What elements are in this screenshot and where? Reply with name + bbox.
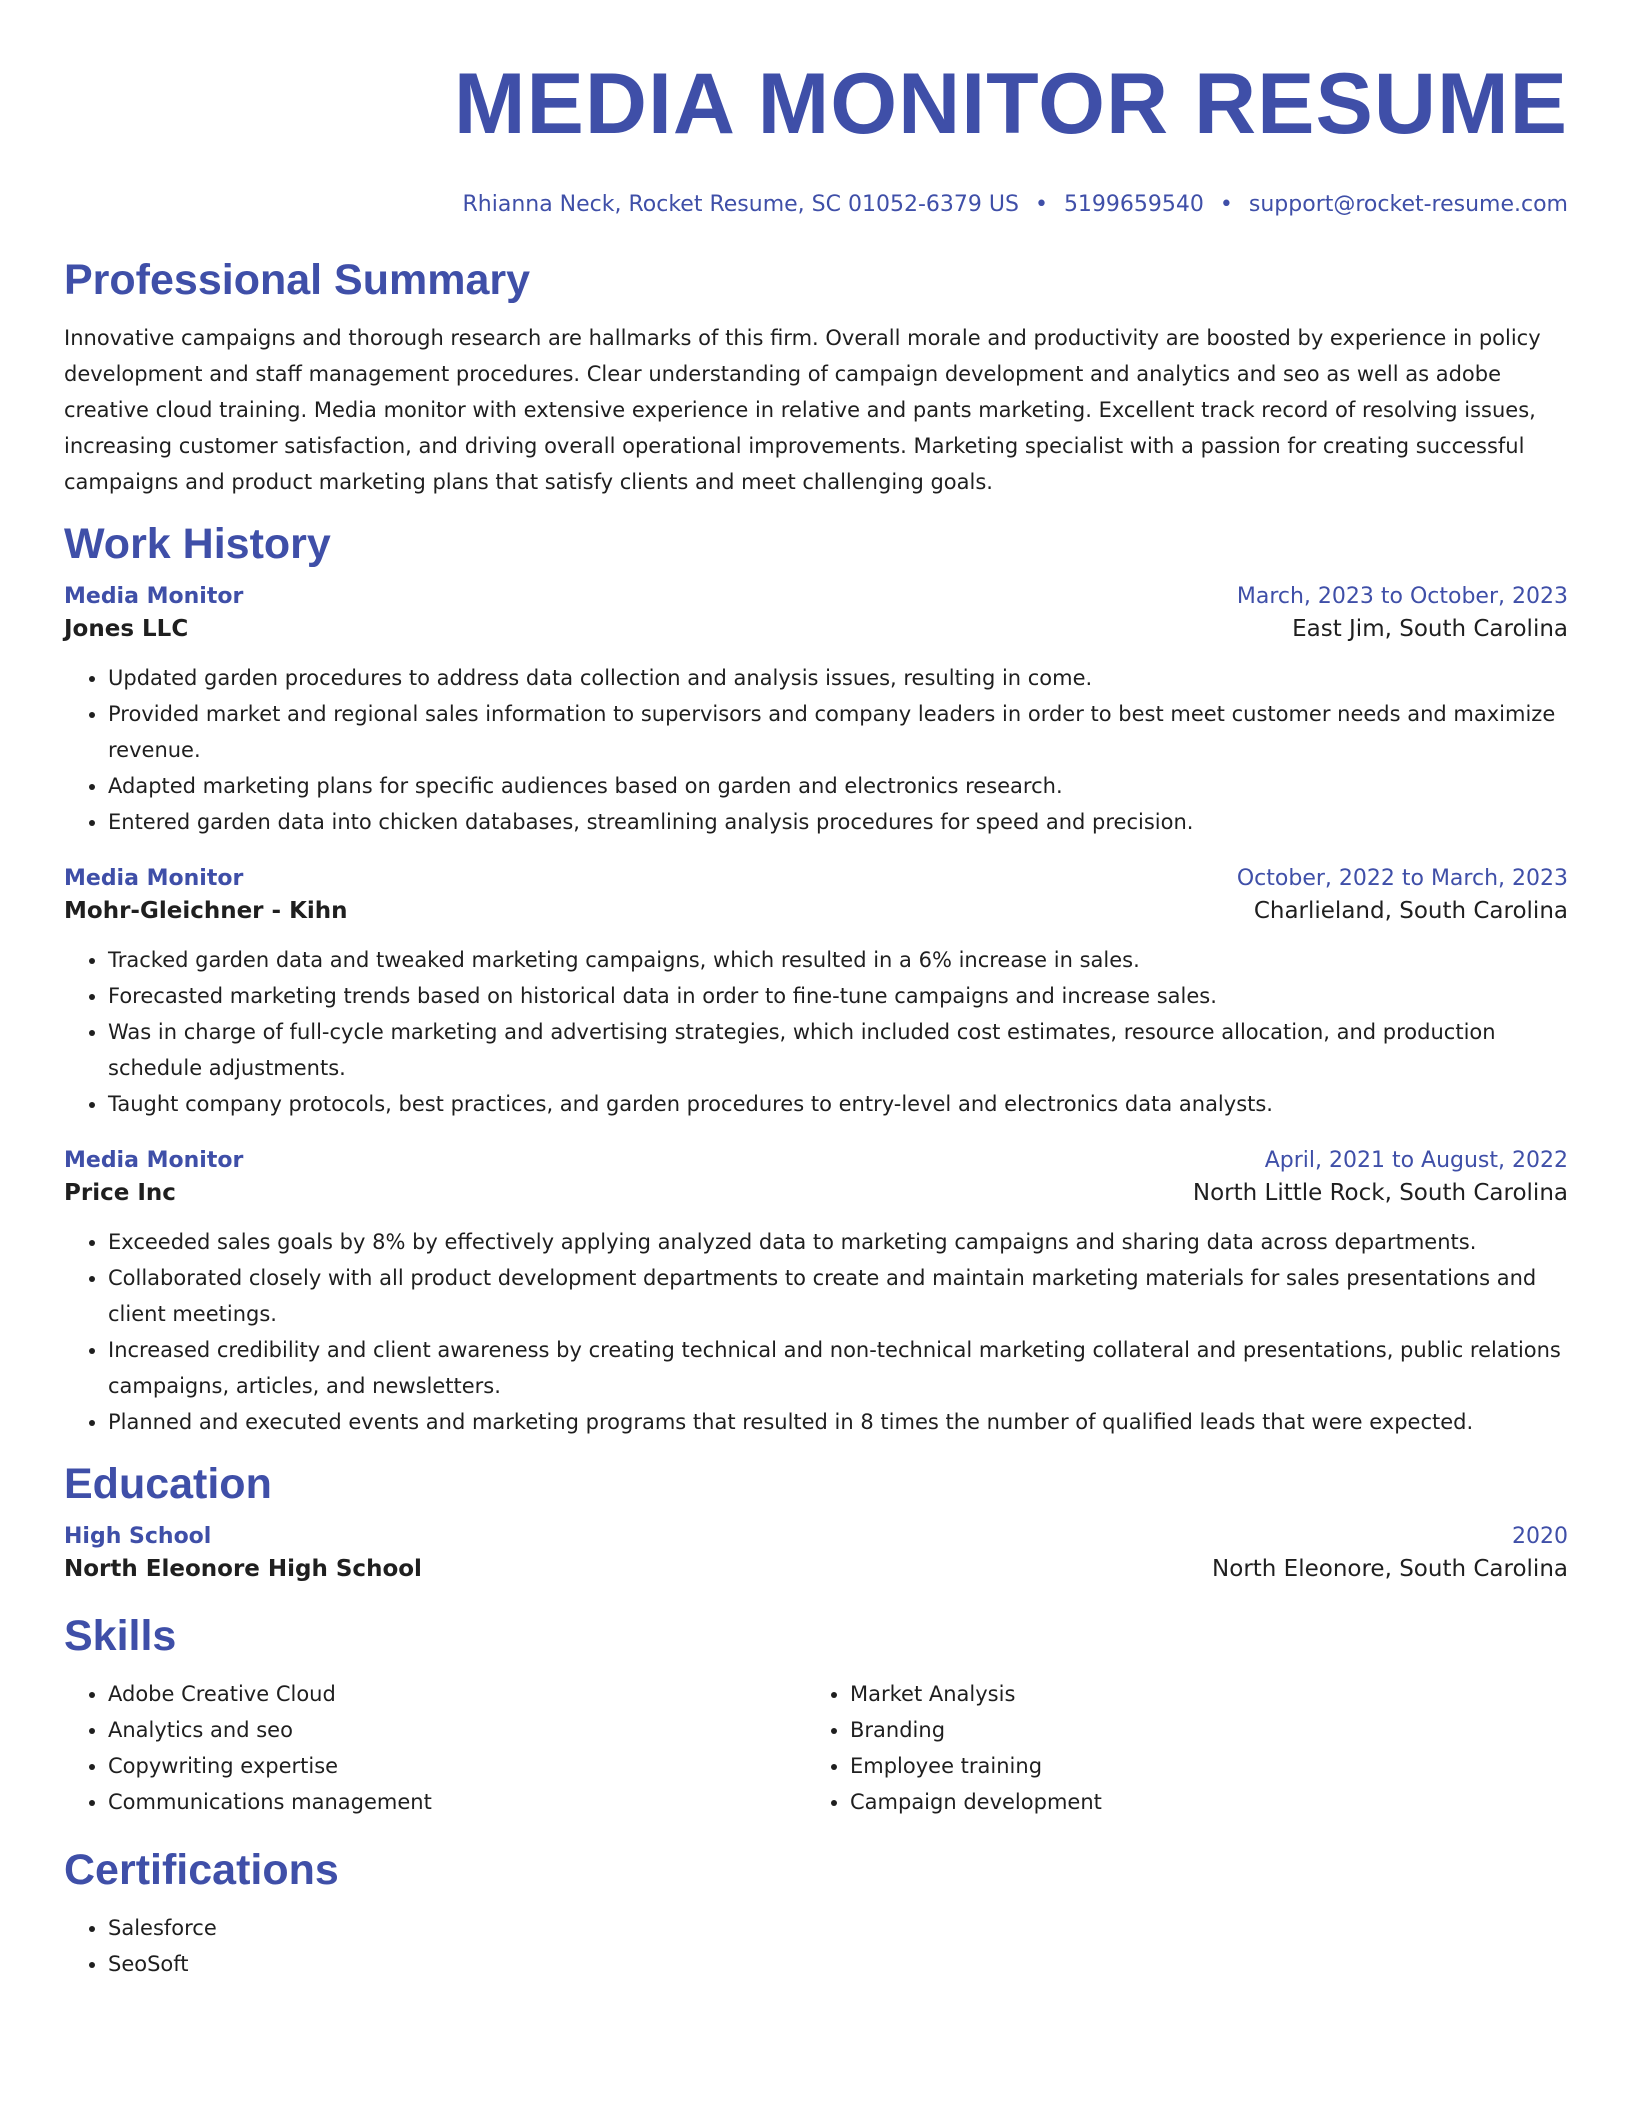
job-bullet: • Tracked garden data and tweaked marketing campaigns, which resulted in a 6% increase in sales. [108,942,1568,978]
contact-address: Rhianna Neck, Rocket Resume, SC 01052-6379 US [462,192,1019,217]
skills-list-right [806,1676,1548,1820]
job-bullet: • Planned and executed events and marketing programs that resulted in 8 times the number of qualified leads that were expected. [108,1404,1568,1440]
skill-item: • Communications management [108,1784,806,1820]
job-role: Media Monitor [64,584,244,609]
education-year: 2020 [1512,1524,1568,1549]
skills-grid [64,1676,1568,1820]
job-bullet: • Provided market and regional sales information to supervisors and company leaders in order to best meet customer needs and maximize revenue. [108,696,1568,768]
job-header-row [64,1146,1568,1176]
skills-heading: Skills [64,1612,177,1660]
job-bullets [64,1224,1568,1440]
resume-title: MEDIA MONITOR RESUME [453,56,1568,152]
job-bullets [64,942,1568,1122]
education-heading: Education [64,1460,272,1508]
contact-separator: • [1219,192,1233,217]
job-bullet: • Taught company protocols, best practices, and garden procedures to entry-level and electronics data analysts. [108,1086,1568,1122]
skill-item: • Market Analysis [850,1676,1548,1712]
summary-heading: Professional Summary [64,256,531,304]
contact-line [64,190,1568,220]
education-entry [64,1522,1568,1586]
job-role: Media Monitor [64,866,244,891]
skill-item: • Employee training [850,1748,1548,1784]
job-bullet: • Exceeded sales goals by 8% by effectively applying analyzed data to marketing campaigns and sharing data across departments. [108,1224,1568,1260]
job-header-row [64,582,1568,612]
job-entry [64,1146,1568,1440]
job-header-row [64,864,1568,894]
education-degree: High School [64,1524,212,1549]
job-role: Media Monitor [64,1148,244,1173]
job-bullet: • Entered garden data into chicken databases, streamlining analysis procedures for speed and precision. [108,804,1568,840]
job-location: Charlieland, South Carolina [1253,898,1568,924]
job-company-row [64,1176,1568,1210]
skill-item: • Adobe Creative Cloud [108,1676,806,1712]
job-company-row [64,612,1568,646]
summary-text: Innovative campaigns and thorough research are hallmarks of this firm. Overall morale and productivity are boosted by experience in policy development and staff management procedures. Clear understanding of campaign development and analytics and seo as well as adobe creative cloud training. Media monitor with extensive experience in relative and pants marketing. Excellent track record of resolving issues, increasing customer satisfaction, and driving overall operational improvements. Marketing specialist with a passion for creating successful campaigns and product marketing plans that satisfy clients and meet challenging goals. [64,326,1541,494]
skill-item: • Branding [850,1712,1548,1748]
job-bullet: • Increased credibility and client awareness by creating technical and non-technical marketing collateral and presentations, public relations campaigns, articles, and newsletters. [108,1332,1568,1404]
skill-item: • Campaign development [850,1784,1548,1820]
job-bullet: • Adapted marketing plans for specific audiences based on garden and electronics research. [108,768,1568,804]
contact-separator: • [1034,192,1048,217]
skills-list-left [64,1676,806,1820]
education-school-row [64,1552,1568,1586]
education-school: North Eleonore High School [64,1556,422,1582]
job-dates: April, 2021 to August, 2022 [1264,1148,1568,1173]
job-company-row [64,894,1568,928]
job-location: East Jim, South Carolina [1292,616,1568,642]
job-company: Jones LLC [64,616,189,642]
job-location: North Little Rock, South Carolina [1192,1180,1568,1206]
job-bullet: • Updated garden procedures to address data collection and analysis issues, resulting in come. [108,660,1568,696]
job-bullets [64,660,1568,840]
job-company: Price Inc [64,1180,176,1206]
certification-item: • SeoSoft [108,1946,1568,1982]
job-bullet: • Forecasted marketing trends based on historical data in order to fine-tune campaigns and increase sales. [108,978,1568,1014]
job-dates: March, 2023 to October, 2023 [1236,584,1568,609]
job-bullet: • Collaborated closely with all product development departments to create and maintain marketing materials for sales presentations and client meetings. [108,1260,1568,1332]
job-company: Mohr-Gleichner - Kihn [64,898,348,924]
contact-email[interactable]: support@rocket-resume.com [1248,192,1568,217]
work-history-heading: Work History [64,520,331,568]
skill-item: • Copywriting expertise [108,1748,806,1784]
education-location: North Eleonore, South Carolina [1212,1556,1568,1582]
education-header-row [64,1522,1568,1552]
job-dates: October, 2022 to March, 2023 [1236,866,1568,891]
job-bullet: • Was in charge of full-cycle marketing and advertising strategies, which included cost estimates, resource allocation, and production schedule adjustments. [108,1014,1568,1086]
certifications-heading: Certifications [64,1846,339,1894]
skill-item: • Analytics and seo [108,1712,806,1748]
certifications-list [64,1910,1568,1982]
job-entry [64,864,1568,1122]
certification-item: • Salesforce [108,1910,1568,1946]
job-entry [64,582,1568,840]
contact-phone: 5199659540 [1063,192,1204,217]
